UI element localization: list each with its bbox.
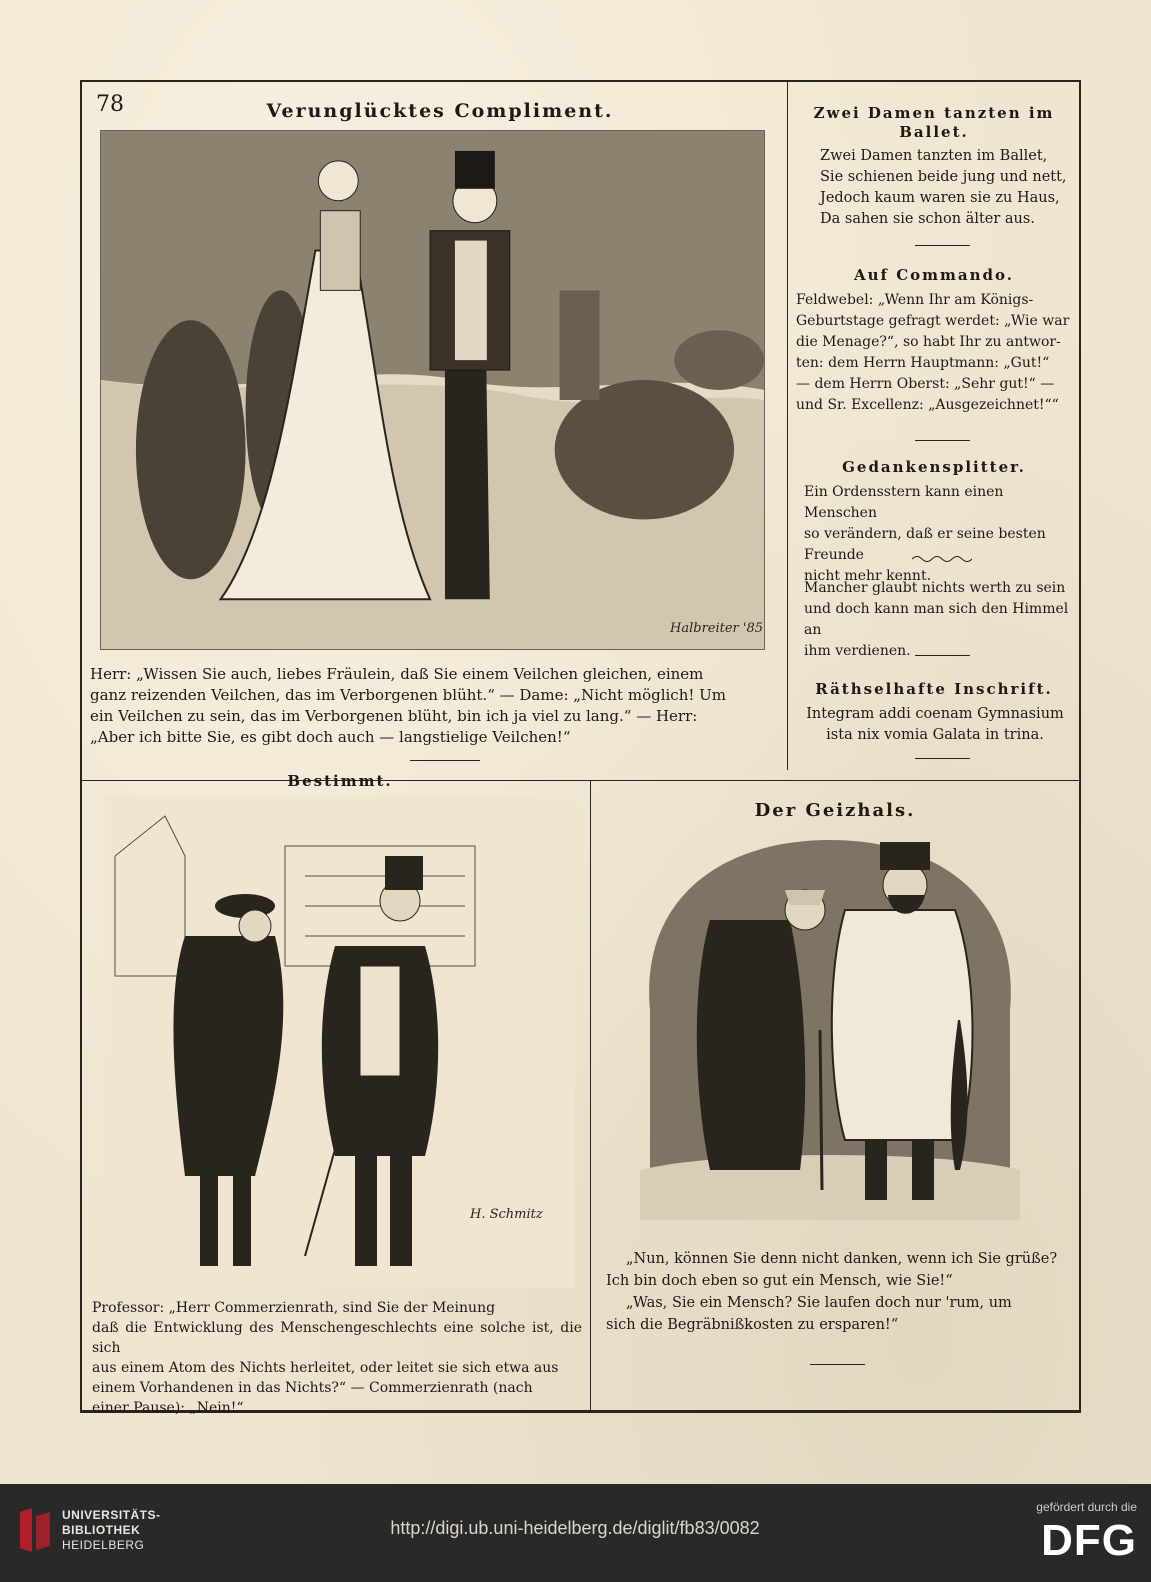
geizhals-caption xyxy=(606,1248,1076,1336)
library-name-line: BIBLIOTHEK xyxy=(62,1523,141,1537)
caption-line: einer Pause): „Nein!“ xyxy=(92,1400,244,1416)
library-name-line: HEIDELBERG xyxy=(62,1538,145,1552)
caption-line: einem Vorhandenen in das Nichts?“ — Commerzienrath (nach xyxy=(92,1380,533,1396)
inschrift-title: Räthselhafte Inschrift. xyxy=(815,680,1053,698)
geizhals-title: Der Geizhals. xyxy=(754,800,916,821)
splitter2-line: Mancher glaubt nichts werth zu sein xyxy=(804,580,1066,596)
commando-line: und Sr. Excellenz: „Ausgezeichnet!““ xyxy=(796,397,1059,413)
caption-line: Ich bin doch eben so gut ein Mensch, wie Sie!“ xyxy=(606,1273,953,1289)
commando-line: Geburtstage gefragt werdet: „Wie war xyxy=(796,313,1070,329)
column-divider xyxy=(787,80,788,770)
geizhals-illustration xyxy=(640,840,1020,1220)
funding-note: gefördert durch die xyxy=(1036,1500,1137,1514)
footer-bar xyxy=(0,1484,1151,1582)
caption-line: aus einem Atom des Nichts herleitet, oder leitet sie sich etwa aus xyxy=(92,1360,559,1376)
bestimmt-caption xyxy=(92,1298,582,1418)
poem-line: Jedoch kaum waren sie zu Haus, xyxy=(820,190,1060,206)
splitter2-text xyxy=(804,578,1074,662)
commando-line: — dem Herrn Oberst: „Sehr gut!“ — xyxy=(796,376,1055,392)
permalink-url[interactable]: http://digi.ub.uni-heidelberg.de/diglit/fb83/0082 xyxy=(390,1518,760,1538)
dfg-logo: DFG xyxy=(1041,1516,1137,1565)
page-number: 78 xyxy=(96,92,124,117)
commando-line: Feldwebel: „Wenn Ihr am Königs- xyxy=(796,292,1034,308)
commando-line: die Menage?“, so habt Ihr zu antwor- xyxy=(796,334,1061,350)
caption-line: „Was, Sie ein Mensch? Sie laufen doch nur 'rum, um xyxy=(626,1295,1012,1311)
short-rule xyxy=(410,760,480,761)
poem-title: Zwei Damen tanzten im Ballet. xyxy=(813,104,1055,141)
splitter-line: Ein Ordensstern kann einen Menschen xyxy=(804,484,1004,521)
poem-text xyxy=(820,146,1070,230)
main-illustration-signature: Halbreiter '85 xyxy=(670,621,764,636)
splitter2-line: und doch kann man sich den Himmel an xyxy=(804,601,1069,638)
caption-line: ein Veilchen zu sein, das im Verborgenen blüht, bin ich ja viel zu lang.“ — Herr: xyxy=(90,707,698,725)
park-scene-engraving xyxy=(101,131,764,649)
poem-line: Zwei Damen tanzten im Ballet, xyxy=(820,148,1048,164)
poem-line: Sie schienen beide jung und nett, xyxy=(820,169,1067,185)
library-name xyxy=(62,1508,161,1553)
poem-line: Da sahen sie schon älter aus. xyxy=(820,211,1035,227)
caption-line: „Aber ich bitte Sie, es gibt doch auch — langstielige Veilchen!“ xyxy=(90,728,571,746)
commando-line: ten: dem Herrn Hauptmann: „Gut!“ xyxy=(796,355,1050,371)
caption-line: Professor: „Herr Commerzienrath, sind Sie der Meinung xyxy=(92,1300,496,1316)
bestimmt-title: Bestimmt. xyxy=(287,772,393,790)
miser-engraving xyxy=(640,840,1020,1220)
splitter-line: so verändern, daß er seine besten Freunde xyxy=(804,526,1046,563)
caption-line: sich die Begräbnißkosten zu ersparen!“ xyxy=(606,1317,899,1333)
caption-line: ganz reizenden Veilchen, das im Verborgenen blüht.“ — Dame: „Nicht möglich! Um xyxy=(90,686,727,704)
main-cartoon-title: Verunglücktes Compliment. xyxy=(266,100,614,122)
short-rule xyxy=(915,758,970,759)
main-caption xyxy=(90,664,780,748)
column-divider-lower xyxy=(590,780,591,1410)
inschrift-text xyxy=(800,704,1070,746)
splitter-line: nicht mehr kennt. xyxy=(804,568,932,584)
commando-title: Auf Commando. xyxy=(854,266,1014,284)
caption-line: „Nun, können Sie denn nicht danken, wenn ich Sie grüße? xyxy=(626,1251,1058,1267)
splitter-text xyxy=(804,482,1074,587)
wavy-divider-icon xyxy=(912,554,972,564)
splitter-title: Gedankensplitter. xyxy=(842,458,1026,476)
short-rule xyxy=(810,1364,865,1365)
main-illustration xyxy=(100,130,765,650)
bestimmt-signature: H. Schmitz xyxy=(470,1207,543,1222)
inschrift-line: Integram addi coenam Gymnasium xyxy=(806,706,1064,722)
short-rule xyxy=(915,440,970,441)
short-rule xyxy=(915,655,970,656)
ub-heidelberg-logo-icon xyxy=(16,1506,54,1556)
inschrift-line: ista nix vomia Galata in trina. xyxy=(826,727,1044,743)
library-name-line: UNIVERSITÄTS- xyxy=(62,1508,161,1522)
caption-line: daß die Entwicklung des Menschengeschlechts eine solche ist, die sich xyxy=(92,1320,582,1356)
splitter2-line: ihm verdienen. xyxy=(804,643,911,659)
caption-line: Herr: „Wissen Sie auch, liebes Fräulein, daß Sie einem Veilchen gleichen, einem xyxy=(90,665,704,683)
short-rule xyxy=(915,245,970,246)
commando-text xyxy=(796,290,1072,416)
